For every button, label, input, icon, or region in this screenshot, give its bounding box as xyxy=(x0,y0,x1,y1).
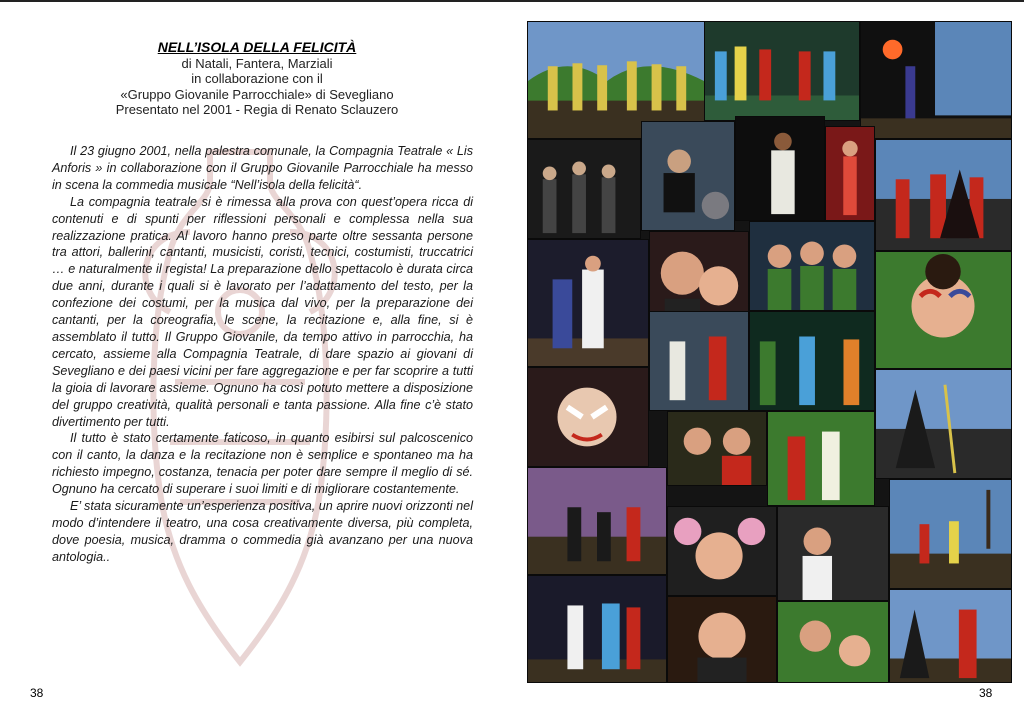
paragraph: La compagnia teatrale si è rimessa alla prova con quest’opera ricca di contenuti e di spunti per riflessioni personali e complessa nella sua realizzazione pratica. Al lavoro hanno preso parte oltre sessanta persone tra attori, ballerini, cantanti, musicisti, coristi, tecnici, costumisti, truccatrici … e naturalmente il regista! La preparazione dello spettacolo è durata circa due anni, durante i quali si è lavorato per l’adattamento del testo, per la confezione dei costumi, per la musica dal vivo, per la preparazione dei cantanti, per la coreografia, le scene, la recitazione e, alla fine, si è assemblato il tutto. Il Gruppo Giovanile, da tempo attivo in parrocchia, ha cercato, assieme alla Compagnia Teatrale, di dare spazio ai giovani di Sevegliano e dei paesi vicini per fare aggregazione e per far scoprire a tutti la gioia di lavorare assieme. Ognuno ha così potuto mettere a disposizione del gruppo creatività, qualità personali e tanta passione. Alla fine c’è stato divertimento per tutti. xyxy=(52,194,473,429)
photo-clown-makeup xyxy=(527,367,649,467)
photo-singer-white xyxy=(735,116,825,221)
photo-night-stage xyxy=(860,21,1012,139)
photo-stage-actors xyxy=(649,311,749,411)
photo-band-musicians xyxy=(527,139,641,239)
photo-drummer xyxy=(641,121,735,231)
paragraph: Il tutto è stato certamente faticoso, in quanto esibirsi sul palcoscenico con il canto, la danza e la recitazione non è semplice e spontaneo ma ha richiesto impegno, costanza, tenacia per poter dare sempre il meglio di sé. Ognuno ha cercato di superare i suoi limiti e di migliorare costantemente. xyxy=(52,431,473,497)
photo-painted-face-girl xyxy=(875,251,1012,369)
photo-pirate-scene xyxy=(527,467,667,575)
photo-captain-couple xyxy=(527,239,649,367)
collab-line: in collaborazione con il xyxy=(191,71,323,86)
authors-line: di Natali, Fantera, Marziali xyxy=(181,55,333,71)
photo-three-girls xyxy=(749,221,875,311)
photo-dancers-green xyxy=(704,21,860,121)
article-heading xyxy=(40,40,474,118)
paragraph: Il 23 giugno 2001, nella palestra comunale, la Compagnia Teatrale « Lis Anforis » in collaborazione con il Gruppo Giovanile Parrocchiale ha messo in scena la commedia musicale “Nell’isola della felicità“. xyxy=(52,144,473,192)
group-line: «Gruppo Giovanile Parrocchiale» di Sevegliano xyxy=(120,86,394,102)
article-body xyxy=(52,143,473,566)
left-page xyxy=(0,2,512,726)
photo-grim-reaper xyxy=(875,369,1012,479)
photo-makeup-artist xyxy=(777,601,889,683)
photo-fire-dancer xyxy=(825,126,875,221)
photo-red-devils xyxy=(875,139,1012,251)
presented-line: Presentato nel 2001 - Regia di Renato Sclauzero xyxy=(115,102,399,117)
photo-palm-stage xyxy=(889,479,1012,589)
photo-green-stage-dance xyxy=(749,311,875,411)
photo-two-boys xyxy=(667,411,767,486)
photo-girl-portrait xyxy=(667,596,777,683)
page-number-right: 38 xyxy=(979,686,993,700)
article-title: NELL’ISOLA DELLA FELICITÀ xyxy=(157,39,357,55)
photo-red-costume xyxy=(889,589,1012,683)
photo-jester-performers xyxy=(527,575,667,683)
photo-magician-act xyxy=(767,411,875,506)
photo-mouse-ears-girl xyxy=(667,506,777,596)
page-number-left: 38 xyxy=(30,686,44,700)
photo-collage xyxy=(527,21,1012,683)
photo-backstage-crew xyxy=(777,506,889,601)
paragraph: E’ stata sicuramente un’esperienza positiva, un aprire nuovi orizzonti nel modo d’intendere il teatro, una cosa creativamente diversa, più completa, dove poesia, musica, dramma o commedia già avanzano per una nuova antologia.. xyxy=(52,499,473,564)
